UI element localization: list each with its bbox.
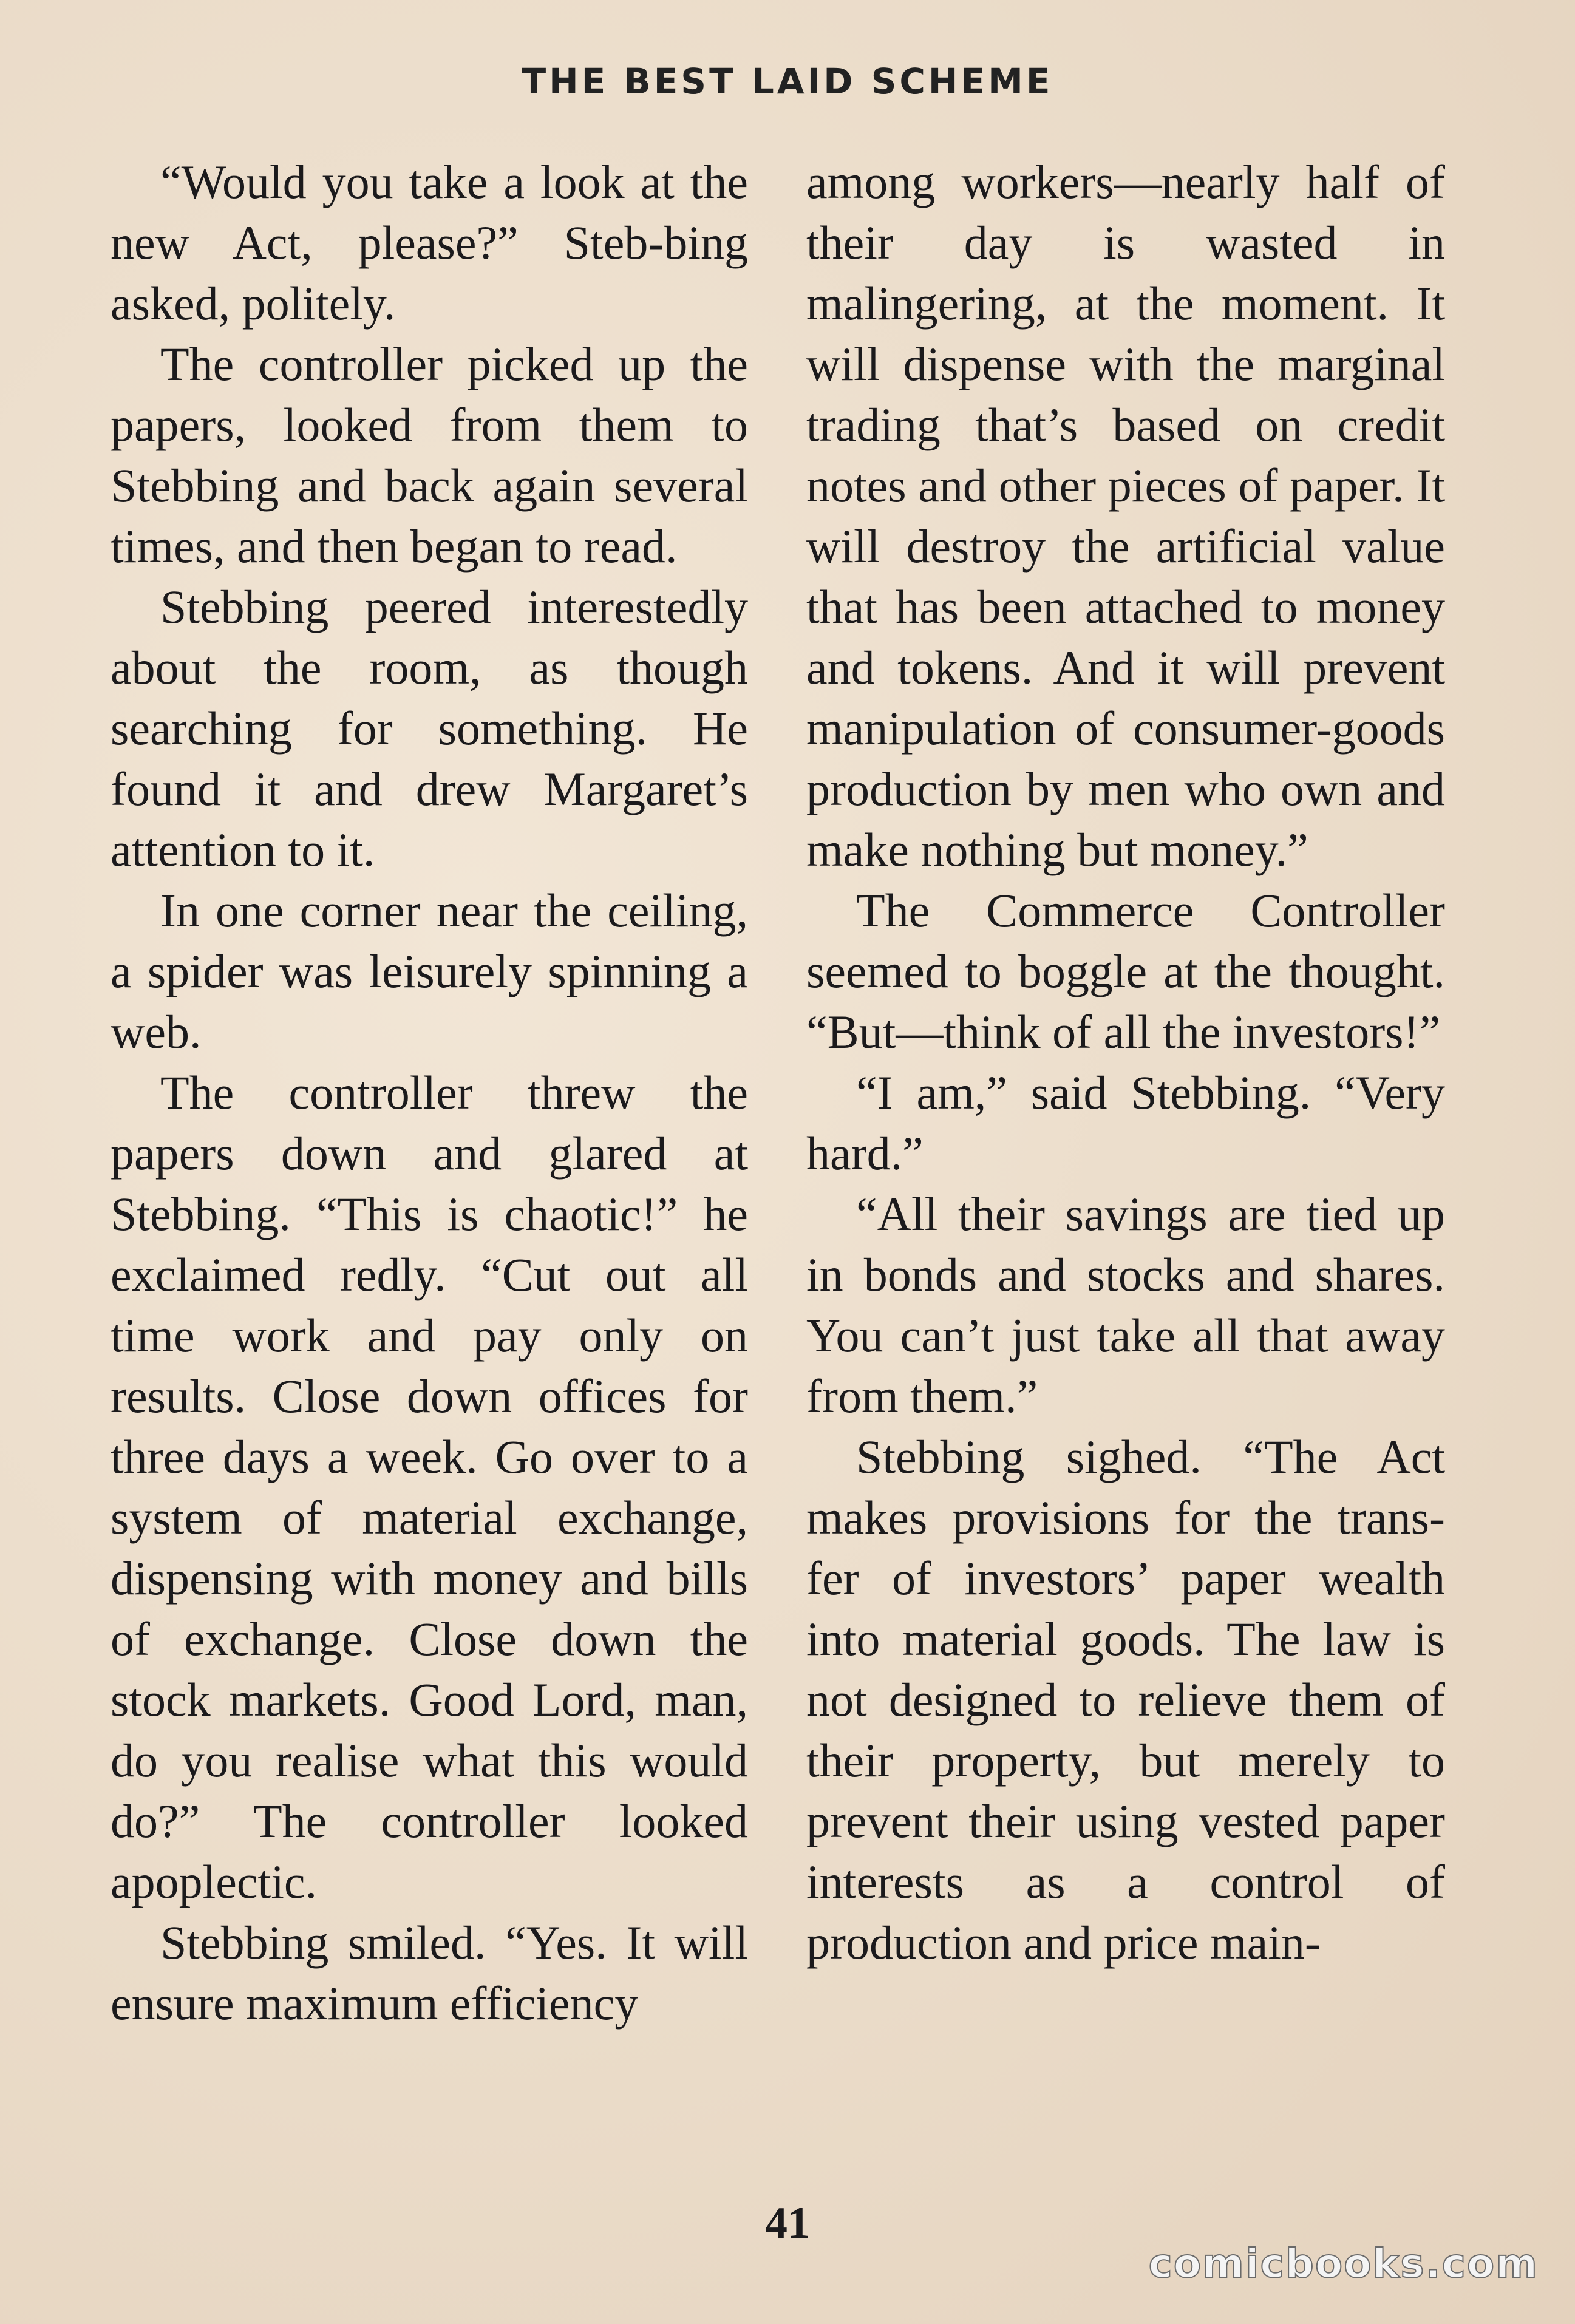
paragraph: Stebbing smiled. “Yes. It will ensure maximum efficiency xyxy=(111,1916,748,2030)
paragraph: Stebbing peered interestedly about the room, as though searching for something. He found it and drew Margaret’s attention to it. xyxy=(111,580,748,876)
paragraph: “All their savings are tied up in bonds and stocks and shares. You can’t just take all that away from them.” xyxy=(806,1187,1445,1422)
paragraph: “Would you take a look at the new Act, please?” Steb-bing asked, politely. xyxy=(111,155,748,330)
running-head: THE BEST LAID SCHEME xyxy=(522,61,1053,102)
paragraph: among workers—nearly half of their day is wasted in malingering, at the moment. It will dispense with the marginal trading that’s based on credit notes and other pieces of paper. It will destroy the artificial value that has been attached to money and tokens. And it will prevent manipulation of consumer-goods production by men who own and make nothing but money.” xyxy=(806,155,1445,876)
watermark: comicbooks.com xyxy=(1148,2240,1539,2287)
page-number: 41 xyxy=(765,2198,810,2248)
right-column xyxy=(806,152,1445,1973)
paragraph: The controller picked up the papers, looked from them to Stebbing and back again several times, and then began to read. xyxy=(111,338,748,573)
paragraph: Stebbing sighed. “The Act makes provisions for the trans-fer of investors’ paper wealth into material goods. The law is not designed to relieve them of their property, but merely to prevent their using vested paper interests as a control of production and price main- xyxy=(806,1430,1445,1969)
paragraph: “I am,” said Stebbing. “Very hard.” xyxy=(806,1066,1445,1180)
paragraph: In one corner near the ceiling, a spider was leisurely spinning a web. xyxy=(111,884,748,1058)
paragraph: The Commerce Controller seemed to boggle at the thought. “But—think of all the investors!” xyxy=(806,884,1445,1058)
left-column xyxy=(111,152,748,2034)
paragraph: The controller threw the papers down and glared at Stebbing. “This is chaotic!” he exclaimed redly. “Cut out all time work and pay only on results. Close down offices for three days a week. Go over to a system of material exchange, dispensing with money and bills of exchange. Close down the stock markets. Good Lord, man, do you realise what this would do?” The controller looked apoplectic. xyxy=(111,1066,748,1908)
